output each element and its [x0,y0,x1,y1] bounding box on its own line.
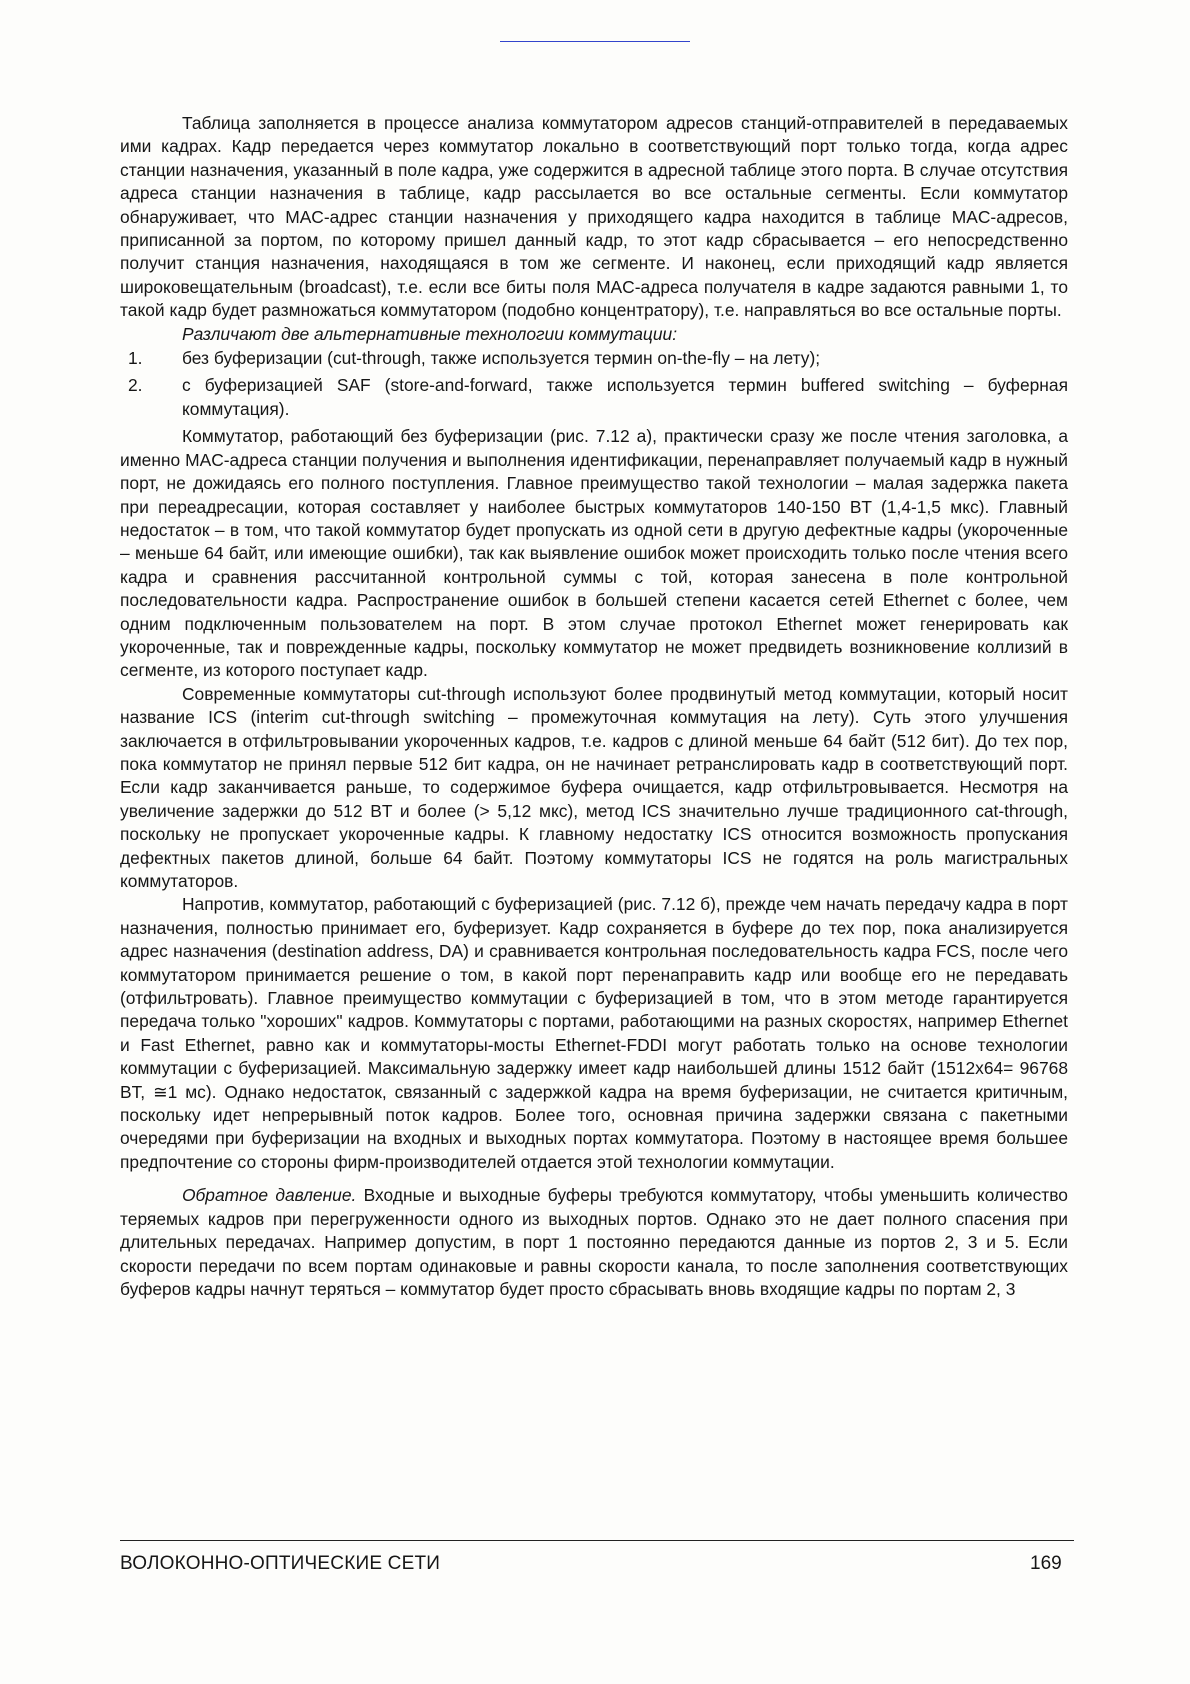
paragraph-cut-through: Коммутатор, работающий без буферизации (рис. 7.12 а), практически сразу же после чтения заголовка, а именно MAC-адреса станции получения и выполнения идентификации, перенаправляет получаемый кадр в нужный порт, не дожидаясь его полного поступления. Главное преимущество такой технологии – малая задержка пакета при переадресации, которая составляет у наиболее быстрых коммутаторов 140-150 BT (1,4-1,5 мкс). Главный недостаток – в том, что такой коммутатор будет пропускать из одной сети в другую дефектные кадры (укороченные – меньше 64 байт, или имеющие ошибки), так как выявление ошибок может происходить только после чтения всего кадра и сравнения рассчитанной контрольной суммы с той, которая занесена в поле контрольной последовательности кадра. Распространение ошибок в большей степени касается сетей Ethernet с более, чем одним подключенным пользователем на порт. В этом случае протокол Ethernet может генерировать как укороченные, так и поврежденные кадры, поскольку коммутатор не может предвидеть возникновение коллизий в сегменте, из которого поступает кадр. [120,426,1068,681]
list-item-text: без буферизации (cut-through, также используется термин on-the-fly – на лету); [182,348,821,369]
list-item-number: 1. [128,348,143,369]
list-item-number: 2. [128,375,143,396]
top-rule [500,41,690,42]
backpressure-lead: Обратное давление. [182,1185,357,1206]
paragraph-ics: Современные коммутаторы cut-through используют более продвинутый метод коммутации, который носит название ICS (interim cut-through switching – промежуточная коммутация на лету). Суть этого улучшения заключается в отфильтровывании укороченных кадров, т.е. кадров с длиной меньше 64 байт (512 бит). До тех пор, пока коммутатор не принял первые 512 бит кадра, он не начинает ретранслировать кадр в соответствующий порт. Если кадр заканчивается раньше, то содержимое буфера очищается, кадр отфильтровывается. Несмотря на увеличение задержки до 512 BT и более (> 5,12 мкс), метод ICS значительно лучше традиционного cat-through, поскольку не пропускает укороченные кадры. К главному недостатку ICS относится возможность пропускания дефектных пакетов длиной, больше 64 байт. Поэтому коммутаторы ICS не годятся на роль магистральных коммутаторов. [120,683,1068,891]
paragraph-address-table: Таблица заполняется в процессе анализа коммутатором адресов станций-отправителей в передаваемых ими кадрах. Кадр передается через коммутатор локально в соответствующий порт только тогда, когда адрес станции назначения, указанный в поле кадра, уже содержится в адресной таблице этого порта. В случае отсутствия адреса станции назначения в таблице, кадр рассылается во все остальные сегменты. Если коммутатор обнаруживает, что MAC-адрес станции назначения у приходящего кадра находится в таблице MAC-адресов, приписанной за портом, по которому пришел данный кадр, то этот кадр сбрасывается – его непосредственно получит станция назначения, находящаяся в том же сегменте. И наконец, если приходящий кадр является широковещательным (broadcast), т.е. если все биты поля MAC-адреса получателя в кадре задаются равными 1, то такой кадр будет размножаться коммутатором (подобно концентратору), т.е. направляться во все остальные порты. [120,113,1068,321]
running-footer-title: ВОЛОКОННО-ОПТИЧЕСКИЕ СЕТИ [120,1553,441,1574]
paragraph-backpressure [120,1184,1068,1301]
footer-rule [120,1540,1074,1541]
paragraph-switching-intro: Различают две альтернативные технологии коммутации: [182,323,678,344]
page-body [120,112,1068,1301]
page-number: 169 [1030,1553,1062,1574]
list-item-text: с буферизацией SAF (store-and-forward, также используется термин buffered switching – буферная коммутация). [182,375,1068,419]
paragraph-store-and-forward: Напротив, коммутатор, работающий с буферизацией (рис. 7.12 б), прежде чем начать передачу кадра в порт назначения, полностью принимает его, буферизует. Кадр сохраняется в буфере до тех пор, пока анализируется адрес назначения (destination address, DA) и сравнивается контрольная последовательность кадра FCS, после чего коммутатором принимается решение о том, в какой порт перенаправить кадр или вообще его не передавать (отфильтровать). Главное преимущество коммутации с буферизацией в том, что в этом методе гарантируется передача только "хороших" кадров. Коммутаторы с портами, работающими на разных скоростях, например Ethernet и Fast Ethernet, равно как и коммутаторы-мосты Ethernet-FDDI могут работать только на основе технологии коммутации с буферизацией. Максимальную задержку имеет кадр наибольшей длины 1512 байт (1512x64= 96768 BT, ≅1 мс). Однако недостаток, связанный с задержкой кадра на время буферизации, не считается критичным, поскольку идет непрерывный поток кадров. Более того, основная причина задержки связана с пакетными очередями при буферизации на входных и выходных портах коммутатора. Поэтому в настоящее время большее предпочтение со стороны фирм-производителей отдается этой технологии коммутации. [120,894,1068,1172]
list-item [120,374,1068,421]
backpressure-text: Входные и выходные буферы требуются коммутатору, чтобы уменьшить количество теряемых кадров при перегруженности одного из выходных портов. Однако это не дает полного спасения при длительных передачах. Например допустим, в порт 1 постоянно передаются данные из портов 2, 3 и 5. Если скорости передачи по всем портам одинаковые и равны скорости канала, то после заполнения соответствующих буферов кадры начнут теряться – коммутатор будет просто сбрасывать вновь входящие кадры по портам 2, 3 [120,1185,1068,1299]
list-item [120,347,1068,370]
switching-technologies-list [120,347,1068,421]
